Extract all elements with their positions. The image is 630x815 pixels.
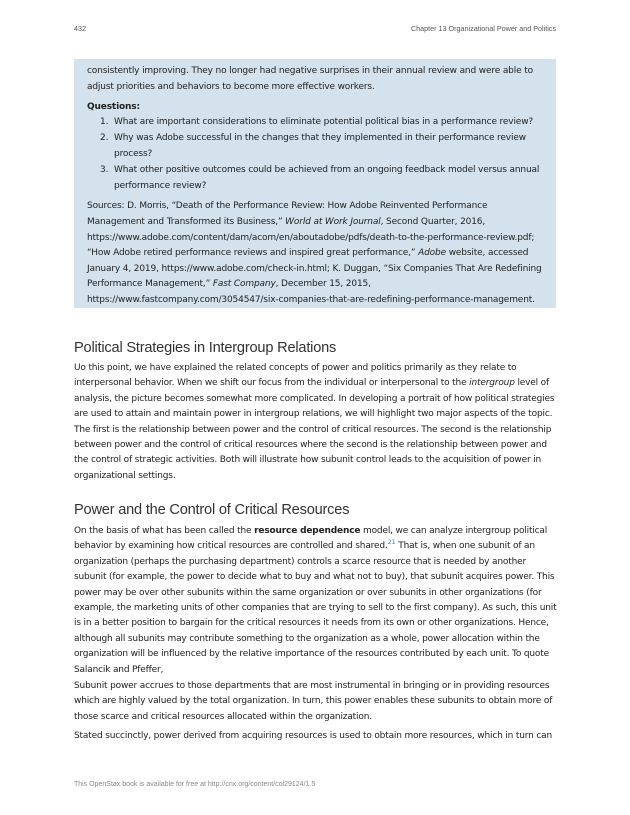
- resource-dependence-paragraph: [74, 524, 558, 678]
- sources-text: Sources: D. Morris, “Death of the Performance Review: How Adobe Reinvented Performance Management and Transformed its Business,”: [87, 201, 488, 227]
- source-publication: World at Work Journal: [285, 216, 381, 227]
- intergroup-paragraph: [74, 361, 558, 484]
- section-heading-critical-resources: Power and the Control of Critical Resources: [74, 502, 350, 518]
- page-header: [74, 24, 556, 38]
- chapter-title: Chapter 13 Organizational Power and Politics: [410, 24, 556, 33]
- sources-text: , December 15, 2015, https://www.fastcompany.com/3054547/six-companies-that-are-redefining-performance-management.: [87, 279, 535, 305]
- footnote-link[interactable]: 21: [387, 538, 396, 547]
- emphasis-term: intergroup: [469, 378, 515, 389]
- question-item: 1. What are important considerations to eliminate potential political bias in a performance review?: [111, 115, 543, 131]
- sources-text: website, accessed January 4, 2019, https://www.adobe.com/check-in.html; K. Duggan, “Six Companies That Are Redefining Performance Management,”: [87, 248, 542, 290]
- paragraph-text: Uo this point, we have explained the related concepts of power and politics primarily as they relate to interpersonal behavior. When we shift our focus from the individual or interpersonal to the: [74, 363, 517, 389]
- closing-paragraph: Stated succinctly, power derived from acquiring resources is used to obtain more resources, which in turn can: [74, 731, 553, 741]
- question-item: 2. Why was Adobe successful in the changes that they implemented in their performance review process?: [111, 131, 543, 163]
- page-footer: This OpenStax book is available for free at http://cnx.org/content/col29124/1.5: [74, 781, 316, 788]
- paragraph-text: model, we can analyze intergroup political behavior by examining how critical resources are controlled and shared.: [74, 526, 548, 552]
- page-number: 432: [74, 24, 86, 33]
- questions-heading: Questions:: [87, 101, 140, 112]
- question-item: 3. What other positive outcomes could be achieved from an ongoing feedback model versus annual performance review?: [111, 163, 543, 195]
- paragraph-text: On the basis of what has been called the: [74, 526, 255, 536]
- source-publication: Adobe: [418, 248, 446, 259]
- paragraph-text: level of analysis, the picture becomes somewhat more complicated. In developing a portrait of how political strategies are used to attain and maintain power in intergroup relations, we will highlight two major aspects of the topic. The first is the relationship between power and the control of critical resources. The second is the relationship between power and the control of critical resources where the second is the relationship between power and the control of strategic activities. Both will illustrate how subunit control leads to the acquisition of power in organizational settings.: [74, 378, 555, 481]
- source-publication: Fast Company: [212, 279, 276, 290]
- questions-list: [87, 115, 543, 194]
- sources-citation: [87, 199, 543, 308]
- section-heading-intergroup: Political Strategies in Intergroup Relations: [74, 340, 337, 356]
- paragraph-text: That is, when one subunit of an organization (perhaps the purchasing department) controls a scarce resource that is needed by another subunit (for example, the power to decide what to buy and what not to buy), that subunit acquires power. This power may be over other subunits within the same organization or over subunits in other organizations (for example, the marketing units of other companies that are trying to sell to the first company). As such, this unit is in a better position to bargain for the critical resources it needs from its own or other organizations. Hence, although all subunits may contribute something to the organization as a whole, power allocation within the organization will be influenced by the relative importance of the resources contributed by each unit. To quote Salancik and Pfeffer,: [74, 541, 557, 675]
- key-term: resource dependence: [254, 526, 361, 536]
- sources-text: , Second Quarter, 2016, https://www.adobe.com/content/dam/acom/en/aboutadobe/pdfs/death-to-the-performance-review.pdf; “How Adobe retired performance reviews and inspired great performance,”: [87, 216, 535, 259]
- block-quote: Subunit power accrues to those departments that are most instrumental in bringing or in providing resources which are highly valued by the total organization. In turn, this power enables these subunits to obtain more of those scarce and critical resources allocated within the organization.: [74, 681, 553, 722]
- case-study-box: [74, 59, 556, 308]
- case-study-conclusion: consistently improving. They no longer had negative surprises in their annual review and were able to adjust priorities and behaviors to become more effective workers.: [87, 66, 533, 92]
